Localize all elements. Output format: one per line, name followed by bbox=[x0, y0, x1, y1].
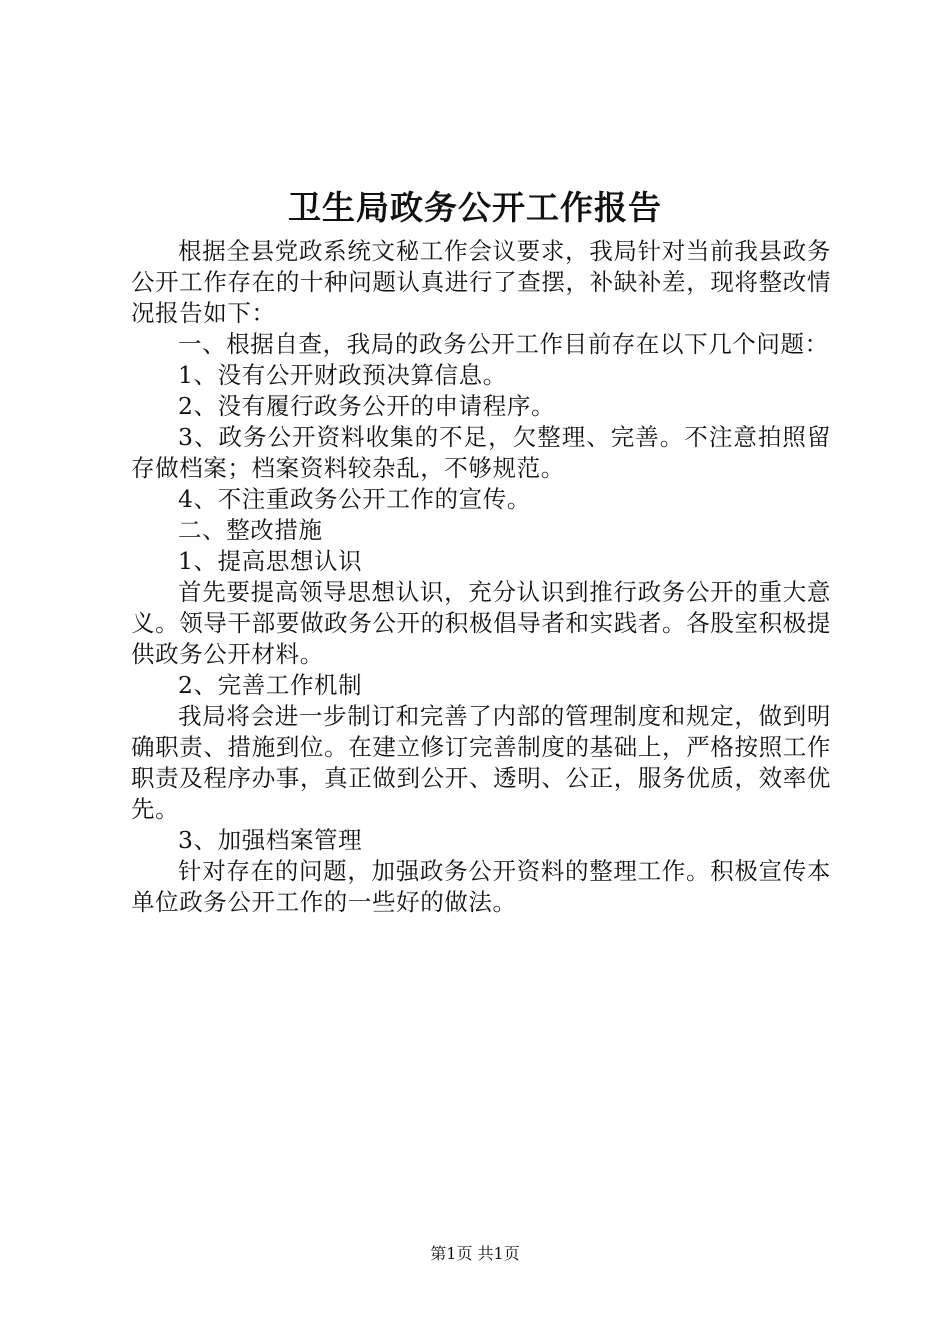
paragraph: 针对存在的问题，加强政务公开资料的整理工作。积极宣传本单位政务公开工作的一些好的做法。 bbox=[131, 857, 831, 916]
subheading: 1、提高思想认识 bbox=[178, 547, 363, 575]
subheading: 3、加强档案管理 bbox=[178, 826, 363, 854]
list-item: 1、没有公开财政预决算信息。 bbox=[178, 361, 507, 389]
paragraph: 首先要提高领导思想认识，充分认识到推行政务公开的重大意义。领导干部要做政务公开的积极倡导者和实践者。各股室积极提供政务公开材料。 bbox=[131, 578, 831, 668]
document-body bbox=[131, 236, 831, 918]
list-item: 2、没有履行政务公开的申请程序。 bbox=[178, 392, 556, 420]
list-item: 4、不注重政务公开工作的宣传。 bbox=[178, 485, 531, 513]
page-number-footer: 第1页 共1页 bbox=[430, 1244, 520, 1263]
paragraph: 我局将会进一步制订和完善了内部的管理制度和规定，做到明确职责、措施到位。在建立修订完善制度的基础上，严格按照工作职责及程序办事，真正做到公开、透明、公正，服务优质，效率优先。 bbox=[131, 702, 831, 823]
subheading: 2、完善工作机制 bbox=[178, 671, 363, 699]
section-heading-problems: 一、根据自查，我局的政务公开工作目前存在以下几个问题： bbox=[178, 330, 829, 358]
section-heading-measures: 二、整改措施 bbox=[178, 516, 323, 544]
list-item: 3、政务公开资料收集的不足，欠整理、完善。不注意拍照留存做档案；档案资料较杂乱，不够规范。 bbox=[131, 423, 831, 482]
paragraph-intro: 根据全县党政系统文秘工作会议要求，我局针对当前我县政务公开工作存在的十种问题认真进行了查摆，补缺补差，现将整改情况报告如下： bbox=[131, 237, 831, 327]
document-title: 卫生局政务公开工作报告 bbox=[288, 188, 662, 227]
